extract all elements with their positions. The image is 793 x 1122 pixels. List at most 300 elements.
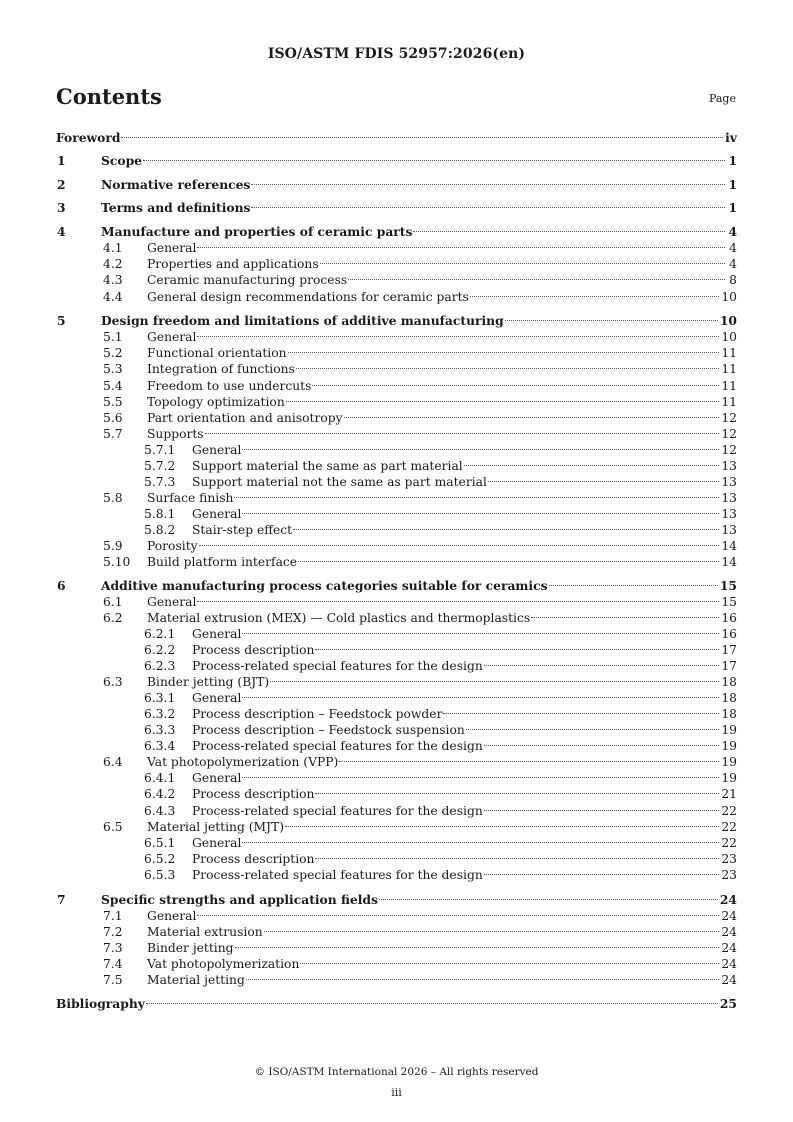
toc-entry-number: 7.5	[103, 973, 123, 987]
toc-entry-number: 4.3	[103, 273, 123, 287]
toc-entry-page[interactable]: 19	[721, 771, 737, 785]
toc-entry[interactable]	[0, 458, 793, 474]
toc-entry-title[interactable]: Vat photopolymerization (VPP)	[147, 755, 339, 769]
toc-entry-line	[101, 313, 737, 329]
dot-leader	[246, 979, 720, 980]
dot-leader	[300, 963, 719, 964]
toc-entry-page[interactable]: 15	[721, 595, 737, 609]
toc-entry-line	[192, 658, 737, 674]
toc-entry-number: 6.5.2	[144, 852, 176, 866]
toc-entry[interactable]	[0, 658, 793, 674]
toc-entry-number: 7	[57, 892, 66, 907]
toc-entry-line	[147, 345, 737, 361]
toc-entry-title[interactable]: Topology optimization	[147, 395, 285, 409]
toc-entry-page[interactable]: 4	[728, 224, 737, 239]
toc-entry-number: 5.8	[103, 491, 123, 505]
toc-entry-line	[101, 153, 737, 169]
toc-entry-number: 4.1	[103, 241, 123, 255]
toc-entry[interactable]	[0, 972, 793, 988]
toc-entry[interactable]	[0, 442, 793, 458]
toc-entry-line	[147, 289, 737, 305]
toc-entry-title[interactable]: Design freedom and limitations of additive manufacturing	[101, 313, 504, 328]
toc-entry-title[interactable]: Freedom to use undercuts	[147, 379, 312, 393]
toc-entry-number: 5.4	[103, 379, 123, 393]
toc-entry-title[interactable]: Binder jetting (BJT)	[147, 675, 270, 689]
toc-entry-line	[147, 594, 737, 610]
toc-entry-number: 5	[57, 313, 66, 328]
toc-entry[interactable]	[0, 153, 793, 169]
toc-entry-title[interactable]: Build platform interface	[147, 555, 298, 569]
toc-entry[interactable]	[0, 410, 793, 426]
page-column-label: Page	[708, 92, 736, 105]
toc-entry-number: 6.2	[103, 611, 123, 625]
toc-entry-line	[147, 329, 737, 345]
toc-entry-number: 6.5	[103, 820, 123, 834]
toc-entry-line	[147, 272, 737, 288]
document-header: ISO/ASTM FDIS 52957:2026(en)	[267, 46, 526, 62]
toc-entry[interactable]	[0, 851, 793, 867]
toc-entry-line	[147, 924, 737, 940]
toc-entry[interactable]	[0, 924, 793, 940]
toc-entry[interactable]	[0, 940, 793, 956]
toc-entry-line	[147, 908, 737, 924]
toc-entry-number: 5.8.1	[144, 507, 176, 521]
toc-entry-number: 6.3.3	[144, 723, 176, 737]
toc-entry-line	[192, 803, 737, 819]
toc-entry-number: 7.4	[103, 957, 123, 971]
toc-entry-title[interactable]: Normative references	[101, 177, 251, 192]
toc-entry-line	[192, 786, 737, 802]
toc-entry-title[interactable]: Process description – Feedstock suspension	[192, 723, 465, 737]
toc-entry-page[interactable]: 11	[721, 395, 737, 409]
toc-entry-line	[101, 177, 737, 193]
toc-entry-line	[147, 394, 737, 410]
toc-entry-title[interactable]: General	[147, 330, 197, 344]
toc-entry-line	[147, 361, 737, 377]
dot-leader	[197, 336, 719, 337]
toc-entry-page[interactable]: 24	[721, 909, 737, 923]
dot-leader	[197, 915, 719, 916]
toc-entry-title[interactable]: Process description	[192, 852, 315, 866]
toc-entry[interactable]	[0, 345, 793, 361]
dot-leader	[315, 649, 719, 650]
toc-entry-line	[192, 835, 737, 851]
toc-entry-title[interactable]: Porosity	[147, 539, 198, 553]
dot-leader	[197, 601, 719, 602]
dot-leader	[379, 899, 718, 900]
toc-entry-line	[147, 972, 737, 988]
toc-entry-title[interactable]: Process-related special features for the design	[192, 868, 483, 882]
toc-entry-page[interactable]: 24	[721, 941, 737, 955]
dot-leader	[286, 401, 720, 402]
toc-entry-page[interactable]: 23	[721, 868, 737, 882]
toc-entry[interactable]	[0, 378, 793, 394]
toc-entry-page[interactable]: 19	[721, 723, 737, 737]
toc-entry-page[interactable]: 13	[721, 459, 737, 473]
toc-entry[interactable]	[0, 770, 793, 786]
toc-entry[interactable]	[0, 490, 793, 506]
toc-entry-number: 5.8.2	[144, 523, 176, 537]
dot-leader	[466, 729, 720, 730]
toc-entry[interactable]	[0, 674, 793, 690]
toc-entry[interactable]	[0, 361, 793, 377]
toc-entry-page[interactable]: 1	[728, 153, 737, 168]
toc-entry-page[interactable]: 4	[729, 257, 737, 271]
toc-entry-page[interactable]: 18	[721, 691, 737, 705]
toc-entry-title[interactable]: Binder jetting	[147, 941, 234, 955]
toc-entry-number: 6.2.1	[144, 627, 176, 641]
toc-entry-page[interactable]: 13	[721, 507, 737, 521]
toc-entry[interactable]	[0, 722, 793, 738]
dot-leader	[315, 793, 719, 794]
toc-entry-title[interactable]: Stair-step effect	[192, 523, 293, 537]
toc-entry[interactable]	[0, 908, 793, 924]
dot-leader	[484, 665, 720, 666]
page-number: iii	[391, 1086, 402, 1099]
toc-entry-page[interactable]: 22	[721, 836, 737, 850]
toc-entry-number: 6.3.1	[144, 691, 176, 705]
toc-entry[interactable]	[0, 272, 793, 288]
toc-entry-line	[101, 578, 737, 594]
toc-entry-title[interactable]: Supports	[147, 427, 204, 441]
toc-entry-number: 6.5.1	[144, 836, 176, 850]
toc-entry[interactable]	[0, 690, 793, 706]
toc-entry[interactable]	[0, 738, 793, 754]
toc-entry-title[interactable]: Vat photopolymerization	[147, 957, 300, 971]
toc-entry-title[interactable]: Foreword	[56, 130, 121, 145]
toc-entry-title[interactable]: Surface finish	[147, 491, 234, 505]
toc-entry-title[interactable]: General	[192, 443, 242, 457]
toc-entry-line	[192, 522, 737, 538]
toc-entry-number: 7.2	[103, 925, 123, 939]
toc-entry-title[interactable]: Ceramic manufacturing process	[147, 273, 348, 287]
copyright-notice: © ISO/ASTM International 2026 – All rights reserved	[254, 1066, 539, 1078]
toc-entry-number: 6.3.4	[144, 739, 176, 753]
toc-entry-line	[147, 819, 737, 835]
toc-entry-number: 6.4.3	[144, 804, 176, 818]
toc-entry-page[interactable]: 19	[721, 739, 737, 753]
toc-entry-number: 5.10	[103, 555, 131, 569]
toc-entry[interactable]	[0, 803, 793, 819]
toc-entry-page[interactable]: 12	[721, 411, 737, 425]
toc-entry-number: 4.4	[103, 290, 123, 304]
toc-entry-title[interactable]: General	[192, 507, 242, 521]
toc-entry-title[interactable]: Material jetting (MJT)	[147, 820, 285, 834]
toc-entry[interactable]	[0, 956, 793, 972]
toc-entry-page[interactable]: 11	[721, 346, 737, 360]
toc-entry-title[interactable]: Integration of functions	[147, 362, 295, 376]
toc-entry[interactable]	[0, 867, 793, 883]
toc-entry-line	[147, 378, 737, 394]
dot-leader	[505, 320, 718, 321]
toc-entry-page[interactable]: 8	[729, 273, 737, 287]
toc-entry-number: 2	[57, 177, 66, 192]
toc-entry-line	[147, 940, 737, 956]
dot-leader	[270, 681, 719, 682]
toc-entry-line	[101, 892, 737, 908]
toc-entry-page[interactable]: 12	[721, 427, 737, 441]
toc-entry[interactable]	[0, 996, 793, 1012]
dot-leader	[235, 947, 720, 948]
contents-title: Contents	[56, 84, 162, 109]
toc-entry-page[interactable]: 24	[721, 957, 737, 971]
dot-leader	[531, 617, 719, 618]
toc-entry-title[interactable]: Process description – Feedstock powder	[192, 707, 443, 721]
toc-entry-line	[147, 240, 737, 256]
dot-leader	[484, 874, 720, 875]
toc-entry-page[interactable]: 10	[719, 313, 737, 328]
dot-leader	[296, 368, 720, 369]
toc-entry-page[interactable]: 24	[721, 973, 737, 987]
toc-entry-line	[147, 426, 737, 442]
toc-entry-page[interactable]: 12	[721, 443, 737, 457]
toc-entry[interactable]	[0, 474, 793, 490]
toc-entry-number: 4	[57, 224, 66, 239]
dot-leader	[464, 465, 720, 466]
toc-entry-title[interactable]: General	[192, 627, 242, 641]
dot-leader	[293, 529, 719, 530]
toc-entry-line	[192, 474, 737, 490]
toc-entry-title[interactable]: Additive manufacturing process categories suitable for ceramics	[101, 578, 548, 593]
toc-entry-title[interactable]: Support material not the same as part material	[192, 475, 487, 489]
toc-entry-number: 4.2	[103, 257, 123, 271]
toc-entry-title[interactable]: Terms and definitions	[101, 200, 251, 215]
toc-entry-title[interactable]: Process-related special features for the design	[192, 739, 483, 753]
toc-entry-title[interactable]: Bibliography	[56, 996, 145, 1011]
dot-leader	[242, 697, 719, 698]
toc-entry-page[interactable]: 10	[721, 290, 737, 304]
toc-entry[interactable]	[0, 754, 793, 770]
toc-entry[interactable]	[0, 394, 793, 410]
toc-entry[interactable]	[0, 506, 793, 522]
toc-entry-page[interactable]: 23	[721, 852, 737, 866]
toc-entry-number: 5.5	[103, 395, 123, 409]
dot-leader	[315, 858, 719, 859]
toc-entry-page[interactable]: 16	[721, 627, 737, 641]
toc-entry-title[interactable]: General	[192, 771, 242, 785]
toc-entry-title[interactable]: Material jetting	[147, 973, 245, 987]
toc-entry-line	[192, 851, 737, 867]
dot-leader	[320, 263, 725, 264]
dot-leader	[549, 585, 718, 586]
dot-leader	[242, 513, 719, 514]
dot-leader	[484, 810, 720, 811]
toc-entry[interactable]	[0, 892, 793, 908]
toc-entry-title[interactable]: Process-related special features for the design	[192, 804, 483, 818]
toc-entry[interactable]	[0, 626, 793, 642]
toc-entry-number: 7.3	[103, 941, 123, 955]
toc-entry[interactable]	[0, 200, 793, 216]
dot-leader	[443, 713, 719, 714]
toc-entry-line	[147, 956, 737, 972]
dot-leader	[413, 231, 725, 232]
toc-entry-number: 6.2.3	[144, 659, 176, 673]
toc-entry-page[interactable]: 19	[721, 755, 737, 769]
dot-leader	[242, 449, 719, 450]
dot-leader	[470, 296, 719, 297]
toc-entry-title[interactable]: Process description	[192, 643, 315, 657]
toc-entry-number: 6.5.3	[144, 868, 176, 882]
toc-entry-number: 6.3.2	[144, 707, 176, 721]
dot-leader	[242, 633, 719, 634]
toc-entry-line	[147, 410, 737, 426]
toc-entry-title[interactable]: General	[192, 836, 242, 850]
toc-entry-number: 5.6	[103, 411, 123, 425]
toc-entry-number: 6.4	[103, 755, 123, 769]
toc-entry-title[interactable]: Scope	[101, 153, 142, 168]
toc-entry-page[interactable]: 17	[721, 659, 737, 673]
dot-leader	[251, 184, 725, 185]
toc-entry-title[interactable]: Support material the same as part material	[192, 459, 463, 473]
toc-entry[interactable]	[0, 289, 793, 305]
toc-entry-number: 5.3	[103, 362, 123, 376]
dot-leader	[344, 417, 720, 418]
toc-entry-page[interactable]: 17	[721, 643, 737, 657]
toc-entry-page[interactable]: 16	[721, 611, 737, 625]
toc-entry[interactable]	[0, 538, 793, 554]
toc-entry-line	[56, 130, 737, 146]
toc-entry-page[interactable]: 13	[721, 475, 737, 489]
toc-entry[interactable]	[0, 786, 793, 802]
dot-leader	[488, 481, 719, 482]
toc-entry-page[interactable]: 11	[721, 379, 737, 393]
toc-entry-number: 6	[57, 578, 66, 593]
toc-entry[interactable]	[0, 594, 793, 610]
toc-entry-number: 6.1	[103, 595, 123, 609]
toc-entry-line	[101, 200, 737, 216]
dot-leader	[143, 160, 725, 161]
dot-leader	[484, 745, 720, 746]
toc-entry-page[interactable]: 24	[719, 892, 737, 907]
toc-entry-page[interactable]: 13	[721, 523, 737, 537]
dot-leader	[242, 842, 719, 843]
toc-entry-line	[56, 996, 737, 1012]
toc-entry-title[interactable]: General design recommendations for ceramic parts	[147, 290, 469, 304]
toc-entry-page[interactable]: 1	[728, 177, 737, 192]
toc-entry[interactable]	[0, 522, 793, 538]
toc-entry-page[interactable]: 22	[721, 820, 737, 834]
dot-leader	[197, 247, 725, 248]
toc-entry-number: 6.4.1	[144, 771, 176, 785]
toc-entry-line	[192, 722, 737, 738]
toc-entry-line	[192, 506, 737, 522]
toc-entry-line	[147, 490, 737, 506]
toc-entry-title[interactable]: Material extrusion	[147, 925, 263, 939]
dot-leader	[285, 826, 719, 827]
toc-entry[interactable]	[0, 313, 793, 329]
toc-entry-number: 7.1	[103, 909, 123, 923]
toc-entry[interactable]	[0, 610, 793, 626]
toc-entry-page[interactable]: 18	[721, 675, 737, 689]
toc-entry[interactable]	[0, 329, 793, 345]
toc-entry-line	[192, 442, 737, 458]
toc-entry-page[interactable]: 15	[719, 578, 737, 593]
toc-entry-number: 5.7.3	[144, 475, 176, 489]
toc-entry-title[interactable]: General	[147, 595, 197, 609]
toc-entry[interactable]	[0, 642, 793, 658]
toc-entry-number: 1	[57, 153, 66, 168]
toc-entry-page[interactable]: 10	[721, 330, 737, 344]
toc-entry[interactable]	[0, 240, 793, 256]
toc-entry-page[interactable]: iv	[725, 130, 737, 145]
toc-entry-number: 6.2.2	[144, 643, 176, 657]
dot-leader	[348, 279, 725, 280]
dot-leader	[242, 777, 719, 778]
toc-entry[interactable]	[0, 224, 793, 240]
toc-entry-page[interactable]: 4	[729, 241, 737, 255]
toc-entry-number: 5.7	[103, 427, 123, 441]
toc-entry-title[interactable]: Functional orientation	[147, 346, 287, 360]
toc-entry-page[interactable]: 18	[721, 707, 737, 721]
toc-entry-line	[192, 770, 737, 786]
toc-entry-page[interactable]: 21	[721, 787, 737, 801]
dot-leader	[339, 761, 719, 762]
toc-entry-title[interactable]: Process-related special features for the design	[192, 659, 483, 673]
toc-entry[interactable]	[0, 177, 793, 193]
toc-entry[interactable]	[0, 578, 793, 594]
toc-entry-line	[147, 538, 737, 554]
toc-entry-line	[192, 458, 737, 474]
toc-entry-title[interactable]: Material extrusion (MEX) — Cold plastics and thermoplastics	[147, 611, 531, 625]
toc-entry-line	[147, 754, 737, 770]
toc-entry[interactable]	[0, 554, 793, 570]
toc-entry-line	[192, 626, 737, 642]
toc-entry-number: 6.4.2	[144, 787, 176, 801]
toc-entry-title[interactable]: General	[147, 241, 197, 255]
toc-entry-page[interactable]: 11	[721, 362, 737, 376]
dot-leader	[288, 352, 720, 353]
toc-entry[interactable]	[0, 256, 793, 272]
toc-entry-line	[192, 738, 737, 754]
toc-entry-line	[192, 690, 737, 706]
toc-entry-page[interactable]: 24	[721, 925, 737, 939]
toc-entry-number: 3	[57, 200, 66, 215]
toc-entry-page[interactable]: 14	[721, 539, 737, 553]
dot-leader	[298, 561, 719, 562]
dot-leader	[234, 497, 719, 498]
toc-entry[interactable]	[0, 835, 793, 851]
toc-entry-page[interactable]: 13	[721, 491, 737, 505]
toc-entry-title[interactable]: Process description	[192, 787, 315, 801]
dot-leader	[121, 137, 723, 138]
toc-entry-page[interactable]: 14	[721, 555, 737, 569]
toc-entry-line	[101, 224, 737, 240]
toc-entry-number: 5.7.1	[144, 443, 176, 457]
toc-entry[interactable]	[0, 706, 793, 722]
toc-entry-line	[192, 642, 737, 658]
toc-entry-line	[147, 674, 737, 690]
toc-entry-title[interactable]: General	[147, 909, 197, 923]
toc-entry-title[interactable]: General	[192, 691, 242, 705]
toc-entry[interactable]	[0, 130, 793, 146]
toc-entry-title[interactable]: Manufacture and properties of ceramic parts	[101, 224, 413, 239]
dot-leader	[312, 385, 719, 386]
toc-entry-title[interactable]: Part orientation and anisotropy	[147, 411, 343, 425]
dot-leader	[205, 433, 720, 434]
toc-entry[interactable]	[0, 426, 793, 442]
toc-entry-line	[192, 867, 737, 883]
toc-entry-number: 5.1	[103, 330, 123, 344]
toc-entry-page[interactable]: 22	[721, 804, 737, 818]
toc-entry-line	[192, 706, 737, 722]
toc-entry-title[interactable]: Properties and applications	[147, 257, 319, 271]
dot-leader	[251, 207, 725, 208]
toc-entry-page[interactable]: 25	[719, 996, 737, 1011]
toc-entry-page[interactable]: 1	[728, 200, 737, 215]
toc-entry-number: 6.3	[103, 675, 123, 689]
toc-entry-title[interactable]: Specific strengths and application fields	[101, 892, 378, 907]
toc-entry[interactable]	[0, 819, 793, 835]
